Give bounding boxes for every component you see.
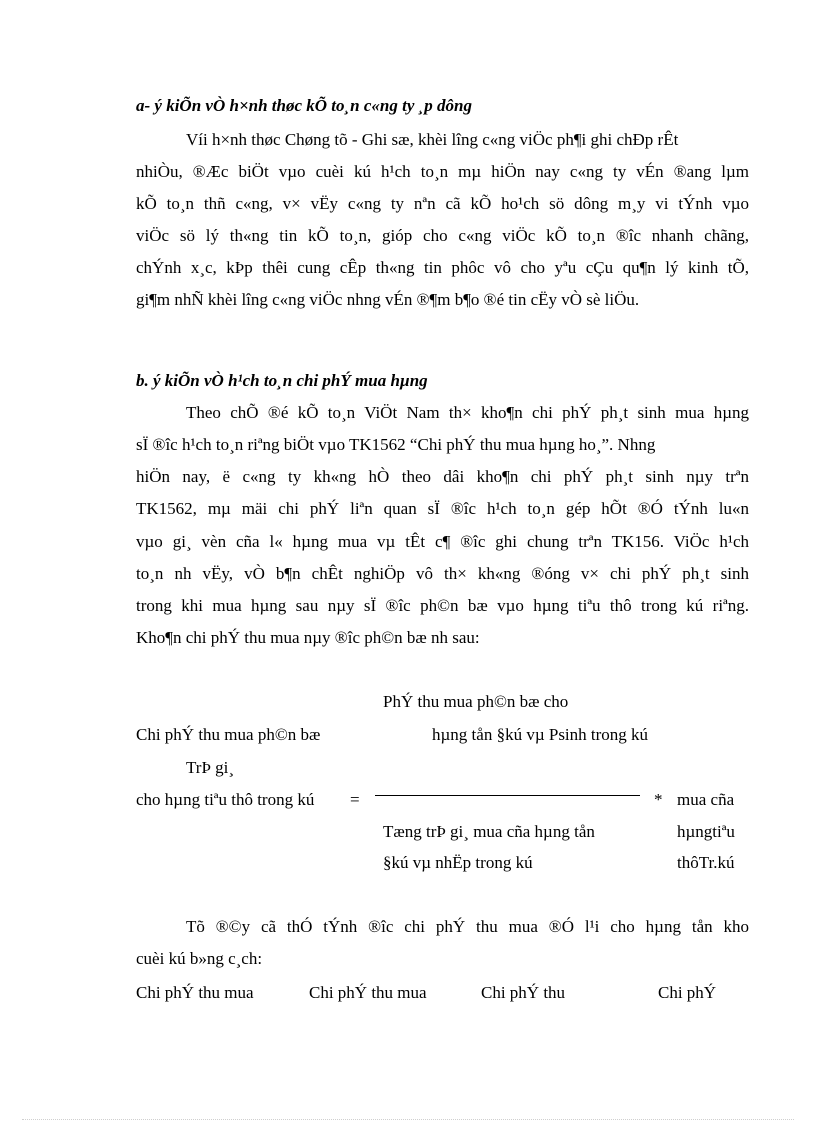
closing-column-3: Chi phÝ thu — [481, 983, 566, 1002]
closing-column-4: Chi phÝ — [658, 983, 717, 1002]
formula-left-line-3: cho hµng tiªu thô trong kú — [136, 790, 315, 809]
section-a-line-5: chÝnh x¸c, kÞp thêi cung cÊp th«ng tin phôc vô cho yªu cÇu qu¶n lý kinh tÕ, — [136, 258, 749, 277]
section-b-line-7: trong khi mua hµng sau nµy sÏ ®îc ph©n bæ vµo hµng tiªu thô trong kú riªng. — [136, 596, 749, 615]
section-b-line-6: to¸n nh vËy, vÒ b¶n chÊt nghiÖp vô th× kh«ng ®óng v× chi phÝ ph¸t sinh — [136, 564, 749, 583]
formula-equals-sign: = — [350, 790, 360, 809]
formula-denominator-line-2: §kú vµ nhËp trong kú — [383, 853, 533, 872]
formula-right-line-2: hµngtiªu — [677, 822, 735, 841]
section-b-line-1: Theo chÕ ®é kÕ to¸n ViÖt Nam th× kho¶n chi phÝ ph¸t sinh mua hµng — [186, 403, 749, 422]
closing-column-1: Chi phÝ thu mua — [136, 983, 254, 1002]
page-bottom-divider — [22, 1119, 794, 1120]
section-a-line-1: Víi h×nh thøc Chøng tõ - Ghi sæ, khèi lîng c«ng viÖc ph¶i ghi chÐp rÊt — [186, 130, 679, 149]
closing-line-2: cuèi kú b»ng c¸ch: — [136, 949, 263, 968]
section-a-heading: a- ý kiÕn vÒ h×nh thøc kÕ to¸n c«ng ty ¸p dông — [136, 96, 473, 115]
formula-numerator-line-2: hµng tån §kú vµ Psinh trong kú — [432, 725, 649, 744]
section-a-line-4: viÖc sö lý th«ng tin kÕ to¸n, gióp cho c«ng viÖc kÕ to¸n ®îc nhanh chãng, — [136, 226, 749, 245]
formula-left-line-1: Chi phÝ thu mua ph©n bæ — [136, 725, 321, 744]
formula-left-line-2: TrÞ gi¸ — [186, 758, 235, 777]
formula-denominator-line-1: Tæng trÞ gi¸ mua cña hµng tån — [383, 822, 595, 841]
section-b-line-3: hiÖn nay, ë c«ng ty kh«ng hÒ theo dâi kho¶n chi phÝ ph¸t sinh nµy trªn — [136, 467, 749, 486]
section-b-heading: b. ý kiÕn vÒ h¹ch to¸n chi phÝ mua hµng — [136, 371, 428, 390]
formula-fraction-bar — [375, 795, 640, 796]
closing-line-1: Tõ ®©y cã thÓ tÝnh ®îc chi phÝ thu mua ®Ó l¹i cho hµng tån kho — [186, 917, 749, 936]
closing-column-2: Chi phÝ thu mua — [309, 983, 427, 1002]
section-a-line-2: nhiÒu, ®Æc biÖt vµo cuèi kú h¹ch to¸n mµ hiÖn nay c«ng ty vÉn ®ang lµm — [136, 162, 749, 181]
formula-numerator-line-1: PhÝ thu mua ph©n bæ cho — [383, 692, 569, 711]
formula-right-line-1: mua cña — [677, 790, 735, 809]
formula-multiply-sign: * — [654, 790, 663, 809]
section-a-line-6: gi¶m nhÑ khèi lîng c«ng viÖc nhng vÉn ®¶m b¶o ®é tin cËy vÒ sè liÖu. — [136, 290, 640, 309]
section-b-line-5: vµo gi¸ vèn cña l« hµng mua vµ tÊt c¶ ®îc ghi chung trªn TK156. ViÖc h¹ch — [136, 532, 749, 551]
section-b-line-2: sÏ ®îc h¹ch to¸n riªng biÖt vµo TK1562 “Chi phÝ thu mua hµng ho¸”. Nhng — [136, 435, 656, 454]
formula-right-line-3: thôTr.kú — [677, 853, 735, 872]
section-b-line-4: TK1562, mµ mäi chi phÝ liªn quan sÏ ®îc h¹ch to¸n gép hÕt ®Ó tÝnh lu«n — [136, 499, 749, 518]
section-a-line-3: kÕ to¸n thñ c«ng, v× vËy c«ng ty nªn cã kÕ ho¹ch sö dông m¸y vi tÝnh vµo — [136, 194, 749, 213]
section-b-line-8: Kho¶n chi phÝ thu mua nµy ®îc ph©n bæ nh sau: — [136, 628, 480, 647]
